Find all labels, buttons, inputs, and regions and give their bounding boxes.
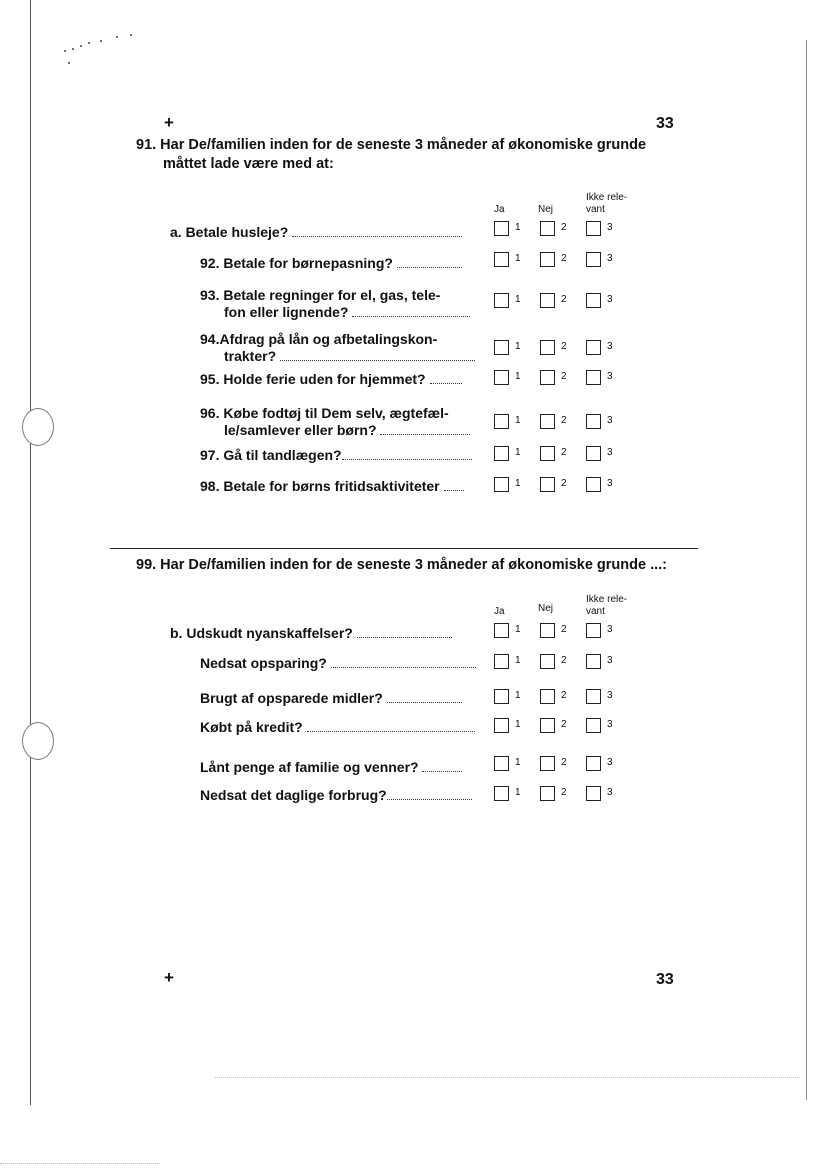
col-header-nej: Nej — [538, 603, 554, 614]
answer-code: 1 — [515, 341, 521, 352]
q99-row5-checkbox-nej[interactable] — [540, 756, 555, 771]
q99-row3-checkbox-ikke-relevant[interactable] — [586, 689, 601, 704]
answer-code: 2 — [561, 294, 567, 305]
q99-row3-checkbox-nej[interactable] — [540, 689, 555, 704]
answer-code: 1 — [515, 222, 521, 233]
answer-code: 3 — [607, 690, 613, 701]
answer-code: 2 — [561, 655, 567, 666]
answer-code: 2 — [561, 253, 567, 264]
q99-item-label: Lånt penge af familie og venner? — [200, 759, 462, 775]
q91-row3-checkbox-nej[interactable] — [540, 293, 555, 308]
answer-code: 2 — [561, 341, 567, 352]
q91-item-label: fon eller lignende? — [224, 304, 470, 320]
punch-hole-top — [22, 408, 54, 446]
q99-row5-checkbox-ja[interactable] — [494, 756, 509, 771]
answer-code: 3 — [607, 253, 613, 264]
q91-row6-checkbox-ikke-relevant[interactable] — [586, 414, 601, 429]
answer-code: 1 — [515, 719, 521, 730]
scan-dotted-line — [215, 1077, 800, 1078]
q91-item-label: 96. Købe fodtøj til Dem selv, ægtefæl- — [200, 405, 449, 421]
q99-row6-checkbox-ja[interactable] — [494, 786, 509, 801]
q91-row8-checkbox-ikke-relevant[interactable] — [586, 477, 601, 492]
q99-row4-checkbox-ja[interactable] — [494, 718, 509, 733]
q91-item-label: 94.Afdrag på lån og afbetalingskon- — [200, 331, 438, 347]
col-header-ikke-line2: vant — [586, 606, 605, 617]
answer-code: 1 — [515, 655, 521, 666]
q91-row5-checkbox-ikke-relevant[interactable] — [586, 370, 601, 385]
answer-code: 1 — [515, 787, 521, 798]
q91-row6-checkbox-nej[interactable] — [540, 414, 555, 429]
q91-row1-checkbox-nej[interactable] — [540, 221, 555, 236]
answer-code: 1 — [515, 690, 521, 701]
q99-row4-checkbox-nej[interactable] — [540, 718, 555, 733]
q91-row8-checkbox-nej[interactable] — [540, 477, 555, 492]
answer-code: 1 — [515, 624, 521, 635]
q91-item-label: a. Betale husleje? — [170, 224, 462, 240]
answer-code: 3 — [607, 341, 613, 352]
q91-row1-checkbox-ja[interactable] — [494, 221, 509, 236]
q99-row6-checkbox-ikke-relevant[interactable] — [586, 786, 601, 801]
q99-title: 99. Har De/familien inden for de seneste 3 måneder af økonomiske grunde ...: — [136, 557, 668, 573]
col-header-nej: Nej — [538, 204, 554, 215]
answer-code: 1 — [515, 294, 521, 305]
q91-item-label: 95. Holde ferie uden for hjemmet? — [200, 371, 462, 387]
answer-code: 3 — [607, 371, 613, 382]
answer-code: 3 — [607, 757, 613, 768]
q91-row8-checkbox-ja[interactable] — [494, 477, 509, 492]
answer-code: 3 — [607, 447, 613, 458]
q91-row5-checkbox-ja[interactable] — [494, 370, 509, 385]
q91-row3-checkbox-ja[interactable] — [494, 293, 509, 308]
q91-row7-checkbox-nej[interactable] — [540, 446, 555, 461]
q91-row7-checkbox-ja[interactable] — [494, 446, 509, 461]
registration-mark-top: + — [164, 113, 174, 132]
answer-code: 3 — [607, 415, 613, 426]
answer-code: 1 — [515, 253, 521, 264]
answer-code: 3 — [607, 222, 613, 233]
q99-row2-checkbox-ikke-relevant[interactable] — [586, 654, 601, 669]
q99-row1-checkbox-ikke-relevant[interactable] — [586, 623, 601, 638]
answer-code: 2 — [561, 690, 567, 701]
q91-item-label: trakter? — [224, 348, 475, 364]
q91-row6-checkbox-ja[interactable] — [494, 414, 509, 429]
answer-code: 3 — [607, 719, 613, 730]
answer-code: 2 — [561, 371, 567, 382]
q99-item-label: Købt på kredit? — [200, 719, 475, 735]
col-header-ja: Ja — [494, 204, 505, 215]
col-header-ikke-line2: vant — [586, 204, 605, 215]
q99-row2-checkbox-nej[interactable] — [540, 654, 555, 669]
q99-row1-checkbox-ja[interactable] — [494, 623, 509, 638]
scan-dotted-line-bottom — [0, 1163, 160, 1164]
q91-row4-checkbox-ja[interactable] — [494, 340, 509, 355]
answer-code: 2 — [561, 787, 567, 798]
q99-row4-checkbox-ikke-relevant[interactable] — [586, 718, 601, 733]
q99-item-label: b. Udskudt nyanskaffelser? — [170, 625, 452, 641]
col-header-ja: Ja — [494, 606, 505, 617]
answer-code: 3 — [607, 787, 613, 798]
page-number-top: 33 — [656, 115, 674, 132]
q91-row2-checkbox-nej[interactable] — [540, 252, 555, 267]
registration-mark-bottom: + — [164, 968, 174, 987]
answer-code: 1 — [515, 371, 521, 382]
q91-row1-checkbox-ikke-relevant[interactable] — [586, 221, 601, 236]
answer-code: 3 — [607, 294, 613, 305]
answer-code: 3 — [607, 655, 613, 666]
answer-code: 1 — [515, 757, 521, 768]
q99-item-label: Nedsat det daglige forbrug? — [200, 787, 472, 803]
section-divider — [110, 548, 698, 549]
q91-row5-checkbox-nej[interactable] — [540, 370, 555, 385]
q91-item-label: 98. Betale for børns fritidsaktiviteter — [200, 478, 464, 494]
answer-code: 2 — [561, 222, 567, 233]
answer-code: 2 — [561, 447, 567, 458]
q99-item-label: Nedsat opsparing? — [200, 655, 476, 671]
answer-code: 1 — [515, 478, 521, 489]
q99-row1-checkbox-nej[interactable] — [540, 623, 555, 638]
col-header-ikke-line1: Ikke rele- — [586, 594, 628, 605]
q91-item-label: 92. Betale for børnepasning? — [200, 255, 462, 271]
q91-row2-checkbox-ja[interactable] — [494, 252, 509, 267]
q91-item-label: 97. Gå til tandlægen? — [200, 447, 472, 463]
q91-row4-checkbox-ikke-relevant[interactable] — [586, 340, 601, 355]
q99-row3-checkbox-ja[interactable] — [494, 689, 509, 704]
answer-code: 3 — [607, 478, 613, 489]
q99-row5-checkbox-ikke-relevant[interactable] — [586, 756, 601, 771]
q91-row7-checkbox-ikke-relevant[interactable] — [586, 446, 601, 461]
q91-item-label: 93. Betale regninger for el, gas, tele- — [200, 287, 441, 303]
q91-item-label: le/samlever eller børn? — [224, 422, 470, 438]
punch-hole-bottom — [22, 722, 54, 760]
q91-row2-checkbox-ikke-relevant[interactable] — [586, 252, 601, 267]
q91-row4-checkbox-nej[interactable] — [540, 340, 555, 355]
answer-code: 1 — [515, 415, 521, 426]
answer-code: 2 — [561, 719, 567, 730]
scan-edge-right — [806, 40, 807, 1100]
q91-title-line1: 91. Har De/familien inden for de seneste 3 måneder af økonomiske grunde — [136, 137, 647, 153]
page-number-bottom: 33 — [656, 971, 674, 988]
col-header-ikke-line1: Ikke rele- — [586, 192, 628, 203]
q91-title-line2: måttet lade være med at: — [163, 156, 334, 172]
answer-code: 2 — [561, 478, 567, 489]
answer-code: 2 — [561, 757, 567, 768]
answer-code: 1 — [515, 447, 521, 458]
q99-row6-checkbox-nej[interactable] — [540, 786, 555, 801]
scan-edge-left — [30, 0, 31, 1105]
answer-code: 3 — [607, 624, 613, 635]
q99-item-label: Brugt af opsparede midler? — [200, 690, 462, 706]
q91-row3-checkbox-ikke-relevant[interactable] — [586, 293, 601, 308]
scan-specks — [62, 28, 142, 68]
q99-row2-checkbox-ja[interactable] — [494, 654, 509, 669]
answer-code: 2 — [561, 624, 567, 635]
answer-code: 2 — [561, 415, 567, 426]
